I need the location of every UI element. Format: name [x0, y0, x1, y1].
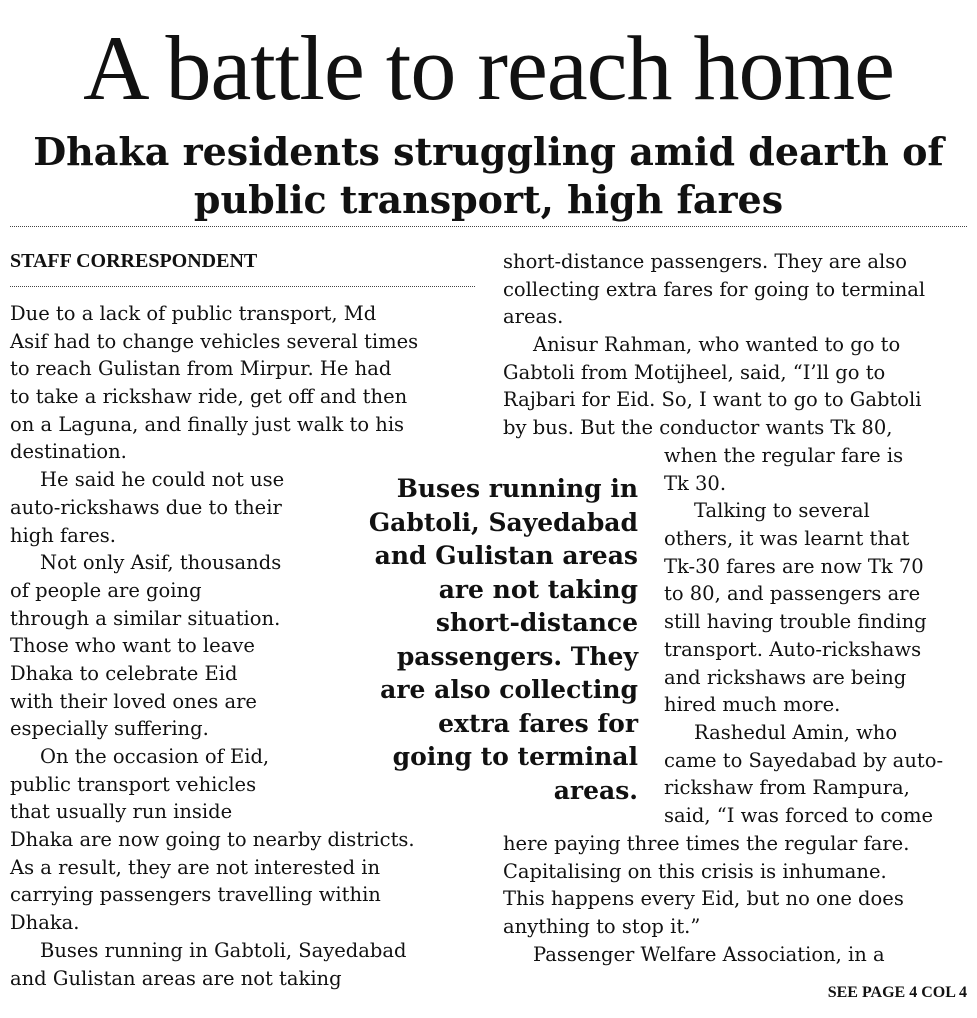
- pull-quote-line: short-distance: [435, 608, 638, 637]
- text-line: Talking to several: [694, 499, 870, 523]
- pull-quote-line: are not taking: [438, 574, 638, 604]
- text-line: hired much more.: [664, 693, 841, 717]
- text-line: high fares.: [10, 523, 116, 547]
- header-divider: [10, 226, 967, 227]
- text-line: Buses running in Gabtoli, Sayedabad: [40, 938, 407, 962]
- text-line: Not only Asif, thousands: [40, 551, 282, 575]
- text-line: said, “I was forced to come: [664, 803, 934, 827]
- text-line: collecting extra fares for going to terminal: [503, 277, 926, 301]
- pull-quote-line: passengers. They: [396, 641, 638, 671]
- text-line: that usually run inside: [10, 800, 233, 824]
- headline: A battle to reach home: [83, 17, 894, 119]
- text-line: Due to a lack of public transport, Md: [10, 302, 377, 325]
- article-column-2-bottom: [503, 830, 909, 968]
- text-line: public transport vehicles: [10, 772, 257, 796]
- pull-quote-line: Buses running in: [396, 474, 638, 503]
- text-line: He said he could not use: [40, 468, 285, 492]
- text-line: here paying three times the regular fare.: [503, 832, 910, 855]
- byline-divider: [10, 286, 475, 287]
- text-line: Capitalising on this crisis is inhumane.: [503, 859, 887, 883]
- text-line: to 80, and passengers are: [664, 582, 921, 606]
- text-line: by bus. But the conductor wants Tk 80,: [503, 416, 893, 440]
- continuation-note: SEE PAGE 4 COL 4: [827, 984, 967, 1001]
- text-line: Dhaka to celebrate Eid: [10, 661, 238, 685]
- article-column-2-top: [503, 248, 925, 442]
- pull-quote-line: are also collecting: [380, 675, 638, 704]
- text-line: Tk-30 fares are now Tk 70: [664, 554, 924, 578]
- text-line: As a result, they are not interested in: [10, 855, 381, 879]
- text-line: Rashedul Amin, who: [694, 720, 898, 744]
- text-line: short-distance passengers. They are also: [503, 250, 908, 273]
- text-line: Dhaka are now going to nearby districts.: [10, 828, 415, 852]
- text-line: Those who want to leave: [10, 634, 255, 658]
- subhead-line: Dhaka residents struggling amid dearth of: [33, 129, 944, 174]
- text-line: especially suffering.: [10, 717, 209, 741]
- text-line: Anisur Rahman, who wanted to go to: [533, 333, 901, 357]
- text-line: auto-rickshaws due to their: [10, 495, 282, 519]
- text-line: through a similar situation.: [10, 606, 281, 630]
- pull-quote: [335, 472, 638, 807]
- text-line: transport. Auto-rickshaws: [664, 637, 922, 661]
- byline: STAFF CORRESPONDENT: [10, 250, 258, 272]
- text-line: and Gulistan areas are not taking: [10, 966, 342, 990]
- text-line: anything to stop it.”: [503, 915, 701, 939]
- text-line: to take a rickshaw ride, get off and then: [10, 385, 408, 409]
- subhead-line: public transport, high fares: [193, 177, 784, 222]
- pull-quote-line: Gabtoli, Sayedabad: [368, 507, 638, 537]
- text-line: with their loved ones are: [10, 689, 257, 713]
- text-line: when the regular fare is: [664, 444, 904, 467]
- pull-quote-line: and Gulistan areas: [374, 541, 638, 570]
- text-line: still having trouble finding: [664, 610, 927, 634]
- text-line: of people are going: [10, 578, 202, 602]
- text-line: Gabtoli from Motijheel, said, “I’ll go to: [503, 360, 886, 384]
- text-line: On the occasion of Eid,: [40, 745, 270, 768]
- pull-quote-line: extra fares for: [438, 708, 638, 738]
- text-line: came to Sayedabad by auto-: [664, 748, 944, 772]
- text-line: Passenger Welfare Association, in a: [533, 942, 885, 966]
- text-line: to reach Gulistan from Mirpur. He had: [10, 357, 392, 381]
- text-line: others, it was learnt that: [664, 527, 910, 551]
- text-line: This happens every Eid, but no one does: [503, 887, 904, 911]
- pull-quote-line: going to terminal: [392, 742, 638, 771]
- text-line: destination.: [10, 440, 127, 464]
- text-line: and rickshaws are being: [664, 665, 907, 689]
- text-line: Dhaka.: [10, 911, 80, 935]
- subheadline: [0, 128, 977, 224]
- pull-quote-line: areas.: [553, 775, 638, 805]
- text-line: on a Laguna, and finally just walk to his: [10, 412, 405, 436]
- text-line: rickshaw from Rampura,: [664, 776, 910, 800]
- text-line: areas.: [503, 305, 564, 329]
- text-line: carrying passengers travelling within: [10, 883, 381, 907]
- text-line: Rajbari for Eid. So, I want to go to Gabtoli: [503, 388, 922, 412]
- text-line: Tk 30.: [664, 471, 727, 495]
- article-column-2-narrow: [664, 442, 943, 830]
- text-line: Asif had to change vehicles several times: [10, 329, 419, 353]
